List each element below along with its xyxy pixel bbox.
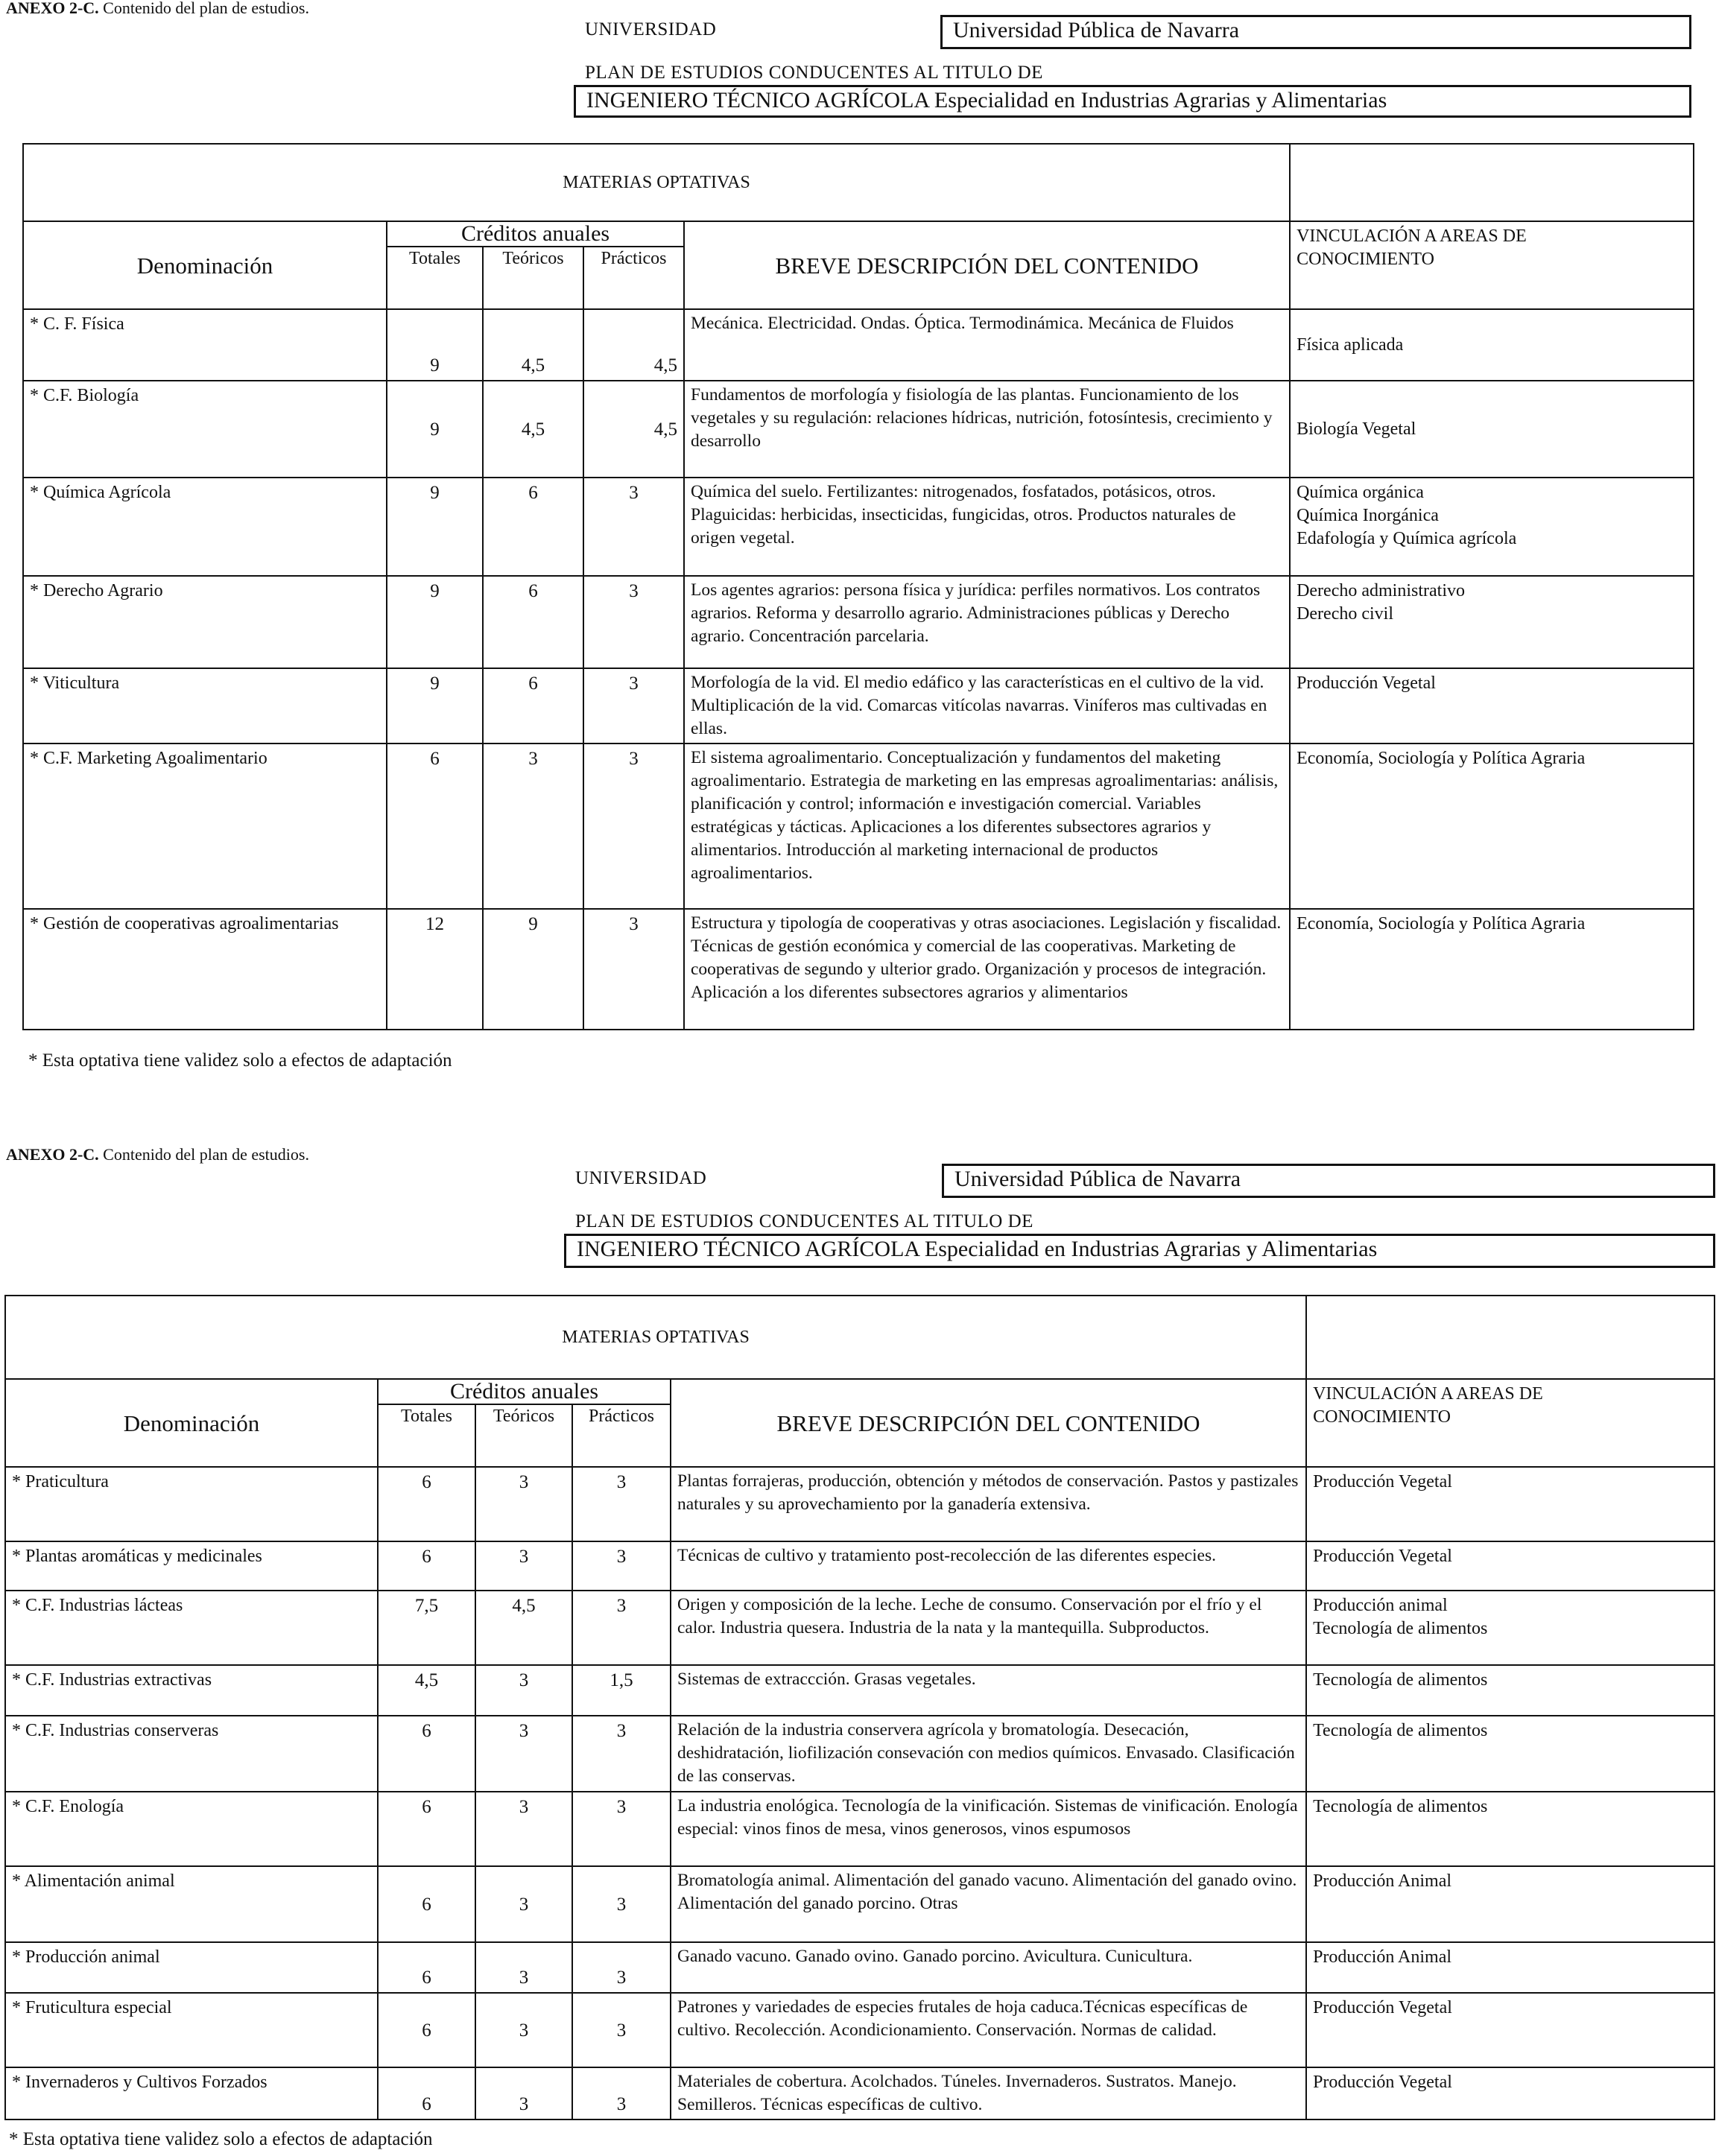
row-area: Producción Vegetal — [1306, 2067, 1715, 2119]
row-practicos: 3 — [572, 1792, 671, 1866]
row-totales: 6 — [378, 1792, 475, 1866]
row-name: * Invernaderos y Cultivos Forzados — [5, 2067, 378, 2119]
col-teoricos: Teóricos — [475, 1404, 572, 1467]
row-teoricos: 3 — [475, 1866, 572, 1942]
table-row — [5, 1541, 1715, 1591]
titulo-field: INGENIERO TÉCNICO AGRÍCOLA Especialidad en Industrias Agrarias y Alimentarias — [574, 85, 1691, 118]
row-descripcion: Relación de la industria conservera agrícola y bromatología. Desecación, deshidratación, liofilización consevación con medios químicos. Envasado. Clasificación de las conservas. — [671, 1716, 1306, 1792]
row-totales: 6 — [387, 743, 483, 909]
row-area: Tecnología de alimentos — [1306, 1716, 1715, 1792]
row-name: * Viticultura — [23, 668, 387, 743]
row-practicos: 3 — [583, 909, 684, 1030]
row-descripcion: Estructura y tipología de cooperativas y otras asociaciones. Legislación y fiscalidad. Técnicas de gestión económica y comercial de las cooperativas. Marketing de cooperativas de segundo y ulterior grado. Organización y procesos de integración. Aplicación a los diferentes subsectores agrarios y alimentarios — [684, 909, 1290, 1030]
row-name: * C.F. Enología — [5, 1792, 378, 1866]
row-name: * Praticultura — [5, 1467, 378, 1541]
table-row — [5, 1993, 1715, 2067]
row-name: * Gestión de cooperativas agroalimentarias — [23, 909, 387, 1030]
footnote: * Esta optativa tiene validez solo a efectos de adaptación — [28, 1050, 452, 1071]
row-practicos: 3 — [583, 478, 684, 576]
table-row — [5, 1467, 1715, 1541]
row-totales: 6 — [378, 1866, 475, 1942]
row-area: Producción Vegetal — [1306, 1993, 1715, 2067]
row-teoricos: 3 — [475, 1942, 572, 1993]
row-practicos: 3 — [583, 743, 684, 909]
row-totales: 6 — [378, 1993, 475, 2067]
row-descripcion: Morfología de la vid. El medio edáfico y las características en el cultivo de la vid. Multiplicación de la vid. Comarcas vitícolas navarras. Viníferos mas cultivadas en ellas. — [684, 668, 1290, 743]
row-descripcion: Patrones y variedades de especies frutales de hoja caduca.Técnicas específicas de cultivo. Recolección. Acondicionamiento. Conservación. Normas de calidad. — [671, 1993, 1306, 2067]
table-row — [5, 1866, 1715, 1942]
row-totales: 7,5 — [378, 1591, 475, 1665]
table-row — [5, 1591, 1715, 1665]
row-totales: 6 — [378, 1467, 475, 1541]
row-name: * Química Agrícola — [23, 478, 387, 576]
row-practicos: 3 — [583, 668, 684, 743]
row-teoricos: 3 — [475, 1665, 572, 1716]
table-row — [23, 743, 1694, 909]
col-creditos: Créditos anuales — [378, 1379, 671, 1404]
row-practicos: 3 — [572, 1541, 671, 1591]
row-totales: 6 — [378, 1942, 475, 1993]
row-practicos: 4,5 — [583, 381, 684, 478]
row-practicos: 4,5 — [583, 309, 684, 381]
col-practicos: Prácticos — [583, 247, 684, 309]
row-teoricos: 3 — [475, 2067, 572, 2119]
col-denominacion: Denominación — [5, 1379, 378, 1467]
table-row — [23, 478, 1694, 576]
row-area: Economía, Sociología y Política Agraria — [1290, 743, 1694, 909]
table-title: MATERIAS OPTATIVAS — [23, 144, 1290, 221]
col-teoricos: Teóricos — [483, 247, 583, 309]
row-descripcion: Bromatología animal. Alimentación del ganado vacuno. Alimentación del ganado ovino. Alimentación del ganado porcino. Otras — [671, 1866, 1306, 1942]
row-name: * Derecho Agrario — [23, 576, 387, 668]
row-teoricos: 9 — [483, 909, 583, 1030]
table-row — [23, 909, 1694, 1030]
row-teoricos: 3 — [475, 1467, 572, 1541]
table-row — [5, 1716, 1715, 1792]
table-row — [5, 2067, 1715, 2119]
materias-table — [22, 143, 1694, 1030]
row-name: * C.F. Industrias lácteas — [5, 1591, 378, 1665]
row-totales: 9 — [387, 478, 483, 576]
row-teoricos: 4,5 — [475, 1591, 572, 1665]
row-teoricos: 6 — [483, 668, 583, 743]
row-teoricos: 3 — [475, 1993, 572, 2067]
col-descripcion: BREVE DESCRIPCIÓN DEL CONTENIDO — [684, 221, 1290, 309]
row-area: Producción Animal — [1306, 1866, 1715, 1942]
row-totales: 9 — [387, 668, 483, 743]
row-descripcion: Sistemas de extraccción. Grasas vegetales. — [671, 1665, 1306, 1716]
row-name: * Plantas aromáticas y medicinales — [5, 1541, 378, 1591]
row-area: Producción Vegetal — [1306, 1467, 1715, 1541]
row-practicos: 3 — [572, 1866, 671, 1942]
table-row — [5, 1665, 1715, 1716]
row-practicos: 3 — [572, 1942, 671, 1993]
row-totales: 6 — [378, 1541, 475, 1591]
row-practicos: 3 — [572, 2067, 671, 2119]
row-totales: 12 — [387, 909, 483, 1030]
row-teoricos: 3 — [475, 1792, 572, 1866]
row-practicos: 3 — [583, 576, 684, 668]
row-practicos: 3 — [572, 1993, 671, 2067]
row-practicos: 3 — [572, 1716, 671, 1792]
universidad-field: Universidad Pública de Navarra — [942, 1164, 1715, 1198]
row-area: Tecnología de alimentos — [1306, 1665, 1715, 1716]
row-practicos: 3 — [572, 1591, 671, 1665]
table-row — [23, 576, 1694, 668]
row-name: * C.F. Industrias extractivas — [5, 1665, 378, 1716]
row-name: * C.F. Marketing Agoalimentario — [23, 743, 387, 909]
col-vinculacion: VINCULACIÓN A AREAS DE CONOCIMIENTO — [1306, 1379, 1715, 1467]
row-name: * Alimentación animal — [5, 1866, 378, 1942]
row-teoricos: 6 — [483, 576, 583, 668]
anexo-heading: ANEXO 2-C. Contenido del plan de estudios. — [6, 0, 309, 17]
col-vinculacion: VINCULACIÓN A AREAS DE CONOCIMIENTO — [1290, 221, 1694, 309]
universidad-label: UNIVERSIDAD — [575, 1168, 707, 1188]
row-totales: 9 — [387, 576, 483, 668]
row-teoricos: 6 — [483, 478, 583, 576]
blank-header-cell — [1290, 144, 1694, 221]
row-descripcion: Química del suelo. Fertilizantes: nitrogenados, fosfatados, potásicos, otros. Plaguicidas: herbicidas, insecticidas, fungicidas, otros. Productos naturales de origen vegetal. — [684, 478, 1290, 576]
row-teoricos: 3 — [483, 743, 583, 909]
row-descripcion: Técnicas de cultivo y tratamiento post-recolección de las diferentes especies. — [671, 1541, 1306, 1591]
row-area: Biología Vegetal — [1290, 381, 1694, 478]
row-totales: 6 — [378, 2067, 475, 2119]
table-row — [23, 668, 1694, 743]
row-teoricos: 3 — [475, 1541, 572, 1591]
plan-label: PLAN DE ESTUDIOS CONDUCENTES AL TITULO DE — [585, 63, 1043, 83]
row-practicos: 1,5 — [572, 1665, 671, 1716]
row-name: * C.F. Industrias conserveras — [5, 1716, 378, 1792]
row-descripcion: Origen y composición de la leche. Leche de consumo. Conservación por el frío y el calor. Industria quesera. Industria de la nata y la mantequilla. Subproductos. — [671, 1591, 1306, 1665]
col-denominacion: Denominación — [23, 221, 387, 309]
col-totales: Totales — [387, 247, 483, 309]
footnote: * Esta optativa tiene validez solo a efectos de adaptación — [9, 2129, 433, 2149]
row-area: Química orgánica Química Inorgánica Edafología y Química agrícola — [1290, 478, 1694, 576]
table-row — [23, 309, 1694, 381]
row-totales: 6 — [378, 1716, 475, 1792]
row-area: Producción Vegetal — [1306, 1541, 1715, 1591]
row-teoricos: 3 — [475, 1716, 572, 1792]
blank-header-cell — [1306, 1296, 1715, 1379]
col-totales: Totales — [378, 1404, 475, 1467]
materias-table — [4, 1295, 1715, 2120]
table-title: MATERIAS OPTATIVAS — [5, 1296, 1306, 1379]
row-area: Física aplicada — [1290, 309, 1694, 381]
row-practicos: 3 — [572, 1467, 671, 1541]
row-descripcion: Ganado vacuno. Ganado ovino. Ganado porcino. Avicultura. Cunicultura. — [671, 1942, 1306, 1993]
row-area: Producción Vegetal — [1290, 668, 1694, 743]
row-name: * Producción animal — [5, 1942, 378, 1993]
row-descripcion: Los agentes agrarios: persona física y jurídica: perfiles normativos. Los contratos agrarios. Reforma y desarrollo agrario. Administraciones públicas y Derecho agrario. Concentración parcelaria. — [684, 576, 1290, 668]
col-descripcion: BREVE DESCRIPCIÓN DEL CONTENIDO — [671, 1379, 1306, 1467]
table-row — [23, 381, 1694, 478]
plan-label: PLAN DE ESTUDIOS CONDUCENTES AL TITULO DE — [575, 1211, 1033, 1231]
universidad-label: UNIVERSIDAD — [585, 19, 717, 39]
row-area: Producción Animal — [1306, 1942, 1715, 1993]
row-descripcion: El sistema agroalimentario. Conceptualización y fundamentos del maketing agroalimentario. Estrategia de marketing en las empresas agroalimentarias: análisis, planificación y control; información e investigación comercial. Variables estratégicas y tácticas. Aplicaciones a los diferentes subsectores agrarios y alimentarios. Introducción al marketing internacional de productos agroalimentarios. — [684, 743, 1290, 909]
universidad-field: Universidad Pública de Navarra — [940, 15, 1691, 49]
row-teoricos: 4,5 — [483, 381, 583, 478]
col-creditos: Créditos anuales — [387, 221, 684, 247]
anexo-heading: ANEXO 2-C. Contenido del plan de estudios. — [6, 1145, 309, 1164]
row-descripcion: Mecánica. Electricidad. Ondas. Óptica. Termodinámica. Mecánica de Fluidos — [684, 309, 1290, 381]
row-name: * C.F. Biología — [23, 381, 387, 478]
row-teoricos: 4,5 — [483, 309, 583, 381]
row-descripcion: La industria enológica. Tecnología de la vinificación. Sistemas de vinificación. Enología especial: vinos finos de mesa, vinos generosos, vinos espumosos — [671, 1792, 1306, 1866]
row-descripcion: Materiales de cobertura. Acolchados. Túneles. Invernaderos. Sustratos. Manejo. Semilleros. Técnicas específicas de cultivo. — [671, 2067, 1306, 2119]
row-area: Derecho administrativo Derecho civil — [1290, 576, 1694, 668]
row-name: * Fruticultura especial — [5, 1993, 378, 2067]
row-area: Producción animal Tecnología de alimentos — [1306, 1591, 1715, 1665]
row-totales: 9 — [387, 381, 483, 478]
table-row — [5, 1942, 1715, 1993]
titulo-field: INGENIERO TÉCNICO AGRÍCOLA Especialidad en Industrias Agrarias y Alimentarias — [564, 1234, 1715, 1268]
row-totales: 9 — [387, 309, 483, 381]
row-totales: 4,5 — [378, 1665, 475, 1716]
row-descripcion: Plantas forrajeras, producción, obtención y métodos de conservación. Pastos y pastizales naturales y su aprovechamiento por la ganadería extensiva. — [671, 1467, 1306, 1541]
row-area: Economía, Sociología y Política Agraria — [1290, 909, 1694, 1030]
table-row — [5, 1792, 1715, 1866]
row-descripcion: Fundamentos de morfología y fisiología de las plantas. Funcionamiento de los vegetales y su regulación: relaciones hídricas, nutrición, fotosíntesis, crecimiento y desarrollo — [684, 381, 1290, 478]
row-name: * C. F. Física — [23, 309, 387, 381]
row-area: Tecnología de alimentos — [1306, 1792, 1715, 1866]
col-practicos: Prácticos — [572, 1404, 671, 1467]
